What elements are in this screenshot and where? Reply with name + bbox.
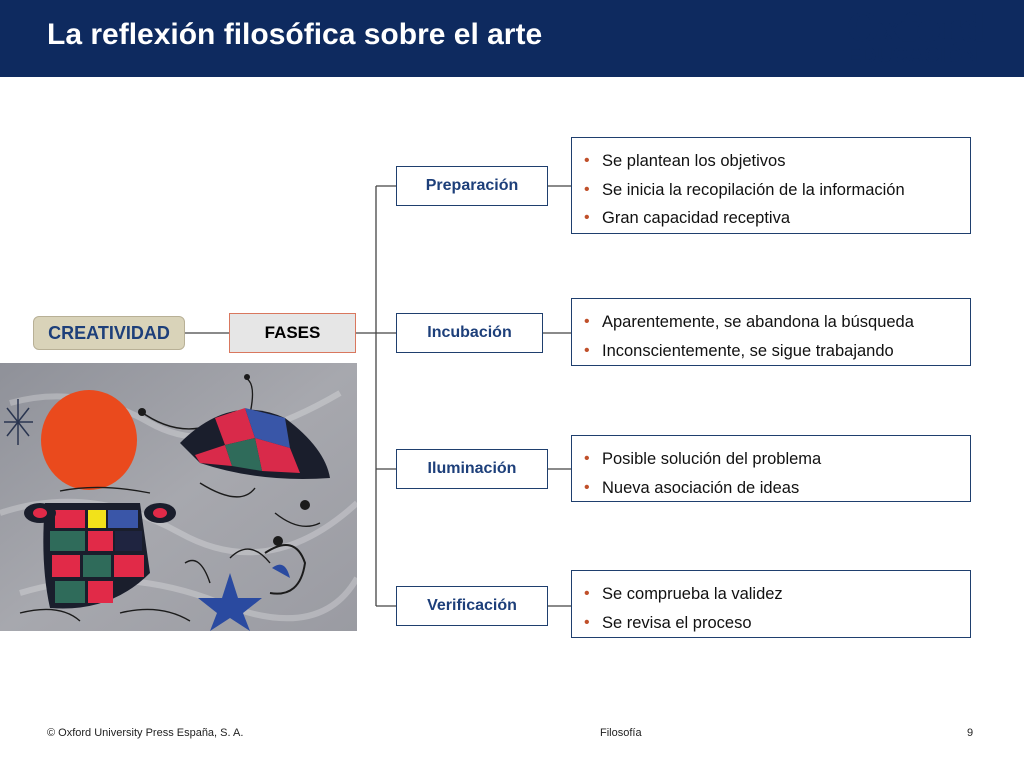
list-item: • Gran capacidad receptiva xyxy=(582,204,962,233)
phase-preparacion: Preparación xyxy=(396,166,548,206)
bullet-icon: • xyxy=(584,209,590,226)
fases-node: FASES xyxy=(229,313,356,353)
list-item: • Nueva asociación de ideas xyxy=(582,474,962,503)
phase-incubacion: Incubación xyxy=(396,313,543,353)
bullet-icon: • xyxy=(584,341,590,359)
list-item: • Posible solución del problema xyxy=(582,445,962,474)
list-item: • Se revisa el proceso xyxy=(582,609,962,638)
bullet-icon: • xyxy=(584,613,590,631)
phase-description-iluminacion xyxy=(571,435,971,502)
bullet-icon: • xyxy=(584,478,590,496)
list-item: • Se plantean los objetivos xyxy=(582,147,962,176)
list-item: • Aparentemente, se abandona la búsqueda xyxy=(582,308,962,337)
bullet-icon: • xyxy=(584,450,590,467)
list-item: • Se inicia la recopilación de la información xyxy=(582,176,962,205)
phase-description-incubacion xyxy=(571,298,971,366)
phase-description-preparacion xyxy=(571,137,971,234)
footer-subject: Filosofía xyxy=(600,727,642,739)
footer-copyright: © Oxford University Press España, S. A. xyxy=(47,727,244,739)
bullet-icon: • xyxy=(584,152,590,169)
phase-description-verificacion xyxy=(571,570,971,638)
footer-page-number: 9 xyxy=(967,727,974,739)
logo-educacion-text: EDUCACIÓN xyxy=(847,44,979,67)
bullet-icon: • xyxy=(584,313,590,330)
bullet-icon: • xyxy=(584,585,590,602)
creatividad-node: CREATIVIDAD xyxy=(33,316,185,350)
page-title: La reflexión filosófica sobre el arte xyxy=(47,18,543,51)
miro-painting-image xyxy=(0,363,357,631)
list-item: • Se comprueba la validez xyxy=(582,580,962,609)
phase-iluminacion: Iluminación xyxy=(396,449,548,489)
phase-verificacion: Verificación xyxy=(396,586,548,626)
list-item: • Inconscientemente, se sigue trabajando xyxy=(582,337,962,366)
bullet-icon: • xyxy=(584,180,590,198)
logo-oxford-text: Oxford xyxy=(847,5,986,50)
